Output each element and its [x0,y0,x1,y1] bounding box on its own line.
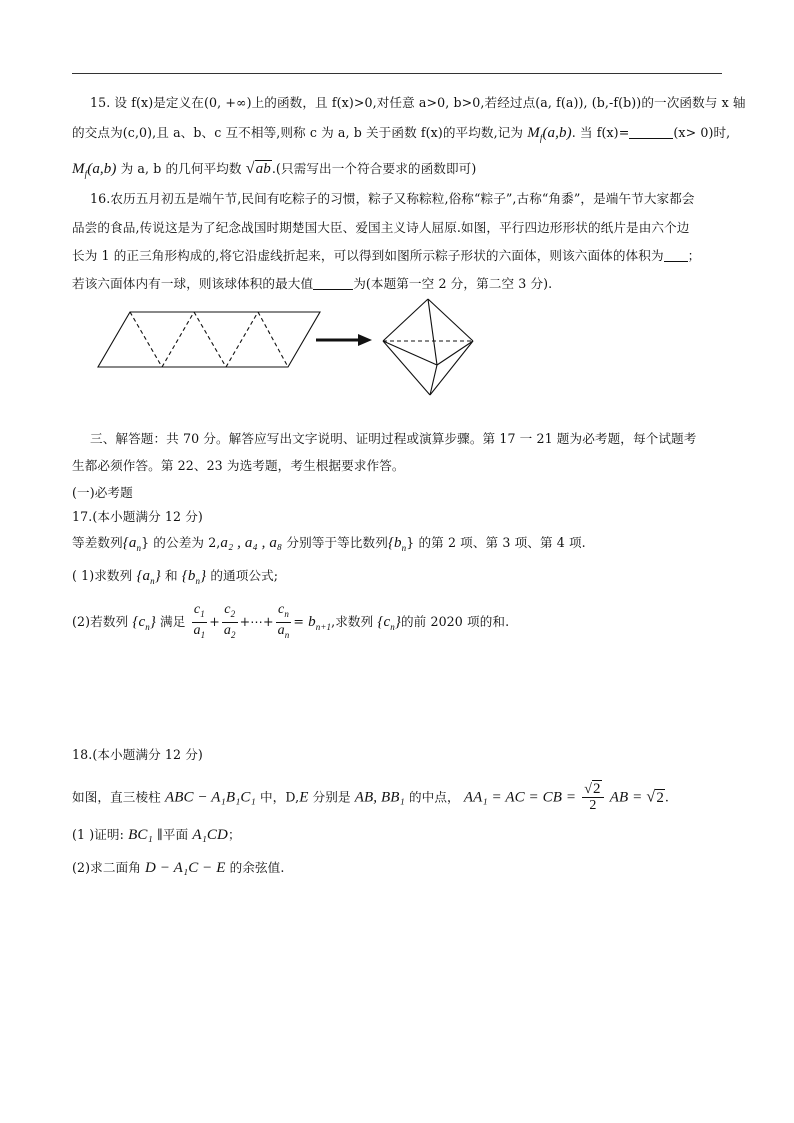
q18-sqrt2: 2 [656,789,664,806]
q18-prism: ABC − A₁B₁C₁ [164,789,256,806]
q17-part1 [72,567,722,590]
q15-line1: 15. 设 f(x)是定义在(0, +∞)上的函数，且 f(x)>0,对任意 a>0, b>0,若经过点(a, f(a)), (b,-f(b))的一次函数与 x 轴 [90,95,746,110]
q18-stem-text: 如图，直三棱柱 [72,789,161,805]
q15-geometric-text: 为 a, b 的几何平均数 [120,161,242,176]
q18-part1-label: (1 )证明: [72,827,124,842]
q18-equality: AA₁ = AC = CB = [463,789,577,806]
q15-condition: (x> 0)时, [673,125,731,140]
q17-title: 17.(本小题满分 12 分) [72,509,203,524]
q17-part2-seq-c-2: $\{c_n\}$ [377,613,401,632]
section3-line1: 三、解答题：共 70 分。解答应写出文字说明、证明过程或演算步骤。第 17 一 21 题为必考题，每个试题考 [90,431,697,446]
q17-part1-seq-a: $\{a_n\}$ [136,568,161,586]
q18-point-e: E [299,789,309,806]
q17-stem-text: 等差数列 [72,535,123,550]
q17-part2-ask: ,求数列 [331,613,374,629]
q18-midpoint: 的中点， [408,789,460,805]
q17-part1-and: 和 [164,568,178,583]
q16-line1: 16.农历五月初五是端午节,民间有吃粽子的习惯，粽子又称粽粒,俗称“粽子”,古称“角黍”，是端午节大家都会 [90,191,695,206]
q17-part1-label: ( 1)求数列 [72,568,133,583]
q18-plane-a1cd: A₁CD [192,827,228,843]
q17-part2: (2)若数列 $\{c_n\}$ 满足 $\frac{c_1}{a_1}$ + $\frac{c_2}{a_2}$ +⋯+ $\frac{c_n}{a_n}$ = $b_{n+1}$,求数列 $\{c_n\}$的前 2020 项的和. [72,602,722,643]
q17-stem [72,534,722,557]
q17-b-next: $b_{n+1}$ [308,613,332,632]
q15-mean-symbol-2: $M_f(a,b)$ [72,161,117,179]
q17-seq-a: {$a_n$ [122,535,142,553]
parallelogram-figure [98,312,320,367]
section3-subhead: (一)必考题 [72,485,133,500]
q18-segments: AB, BB₁ [354,789,405,806]
q18-part2 [72,859,722,877]
q17-terms-text: } 的第 2 项、第 3 项、第 4 项. [406,535,586,550]
q18-dihedral-angle: D − A₁C − E [145,860,226,876]
q16-line3-text: 长为 1 的正三角形构成的,将它沿虚线折起来，可以得到如图所示粽子形状的六面体，则该六面体的体积为 [72,248,664,263]
q17-fraction-n: $\frac{c_n}{a_n}$ [277,602,290,640]
q18-part2-label: (2)求二面角 [72,860,141,875]
q17-part2-task: 的前 2020 项的和. [400,613,510,629]
q17-a-terms: a₂ , a₄ , a₈ [220,535,283,551]
q18-part2-task: 的余弦值. [229,860,285,875]
q16-semicolon: ； [687,248,701,263]
sqrt-icon: √ [245,160,255,177]
q15-when-fx: . 当 f(x)= [571,125,630,140]
q16-score-note: 为(本题第一空 2 分，第二空 3 分). [353,276,553,291]
q15-note: .(只需写出一个符合要求的函数即可) [271,161,477,176]
q15-line2-text: 的交点为(c,0),且 a、b、c 互不相等,则称 c 为 a, b 关于函数 f(x)的平均数,记为 [72,125,524,140]
q15-mean-symbol: $M_f(a,b)$ [527,125,572,143]
arrow-right-icon [316,334,372,346]
q18-stem: 如图，直三棱柱 ABC − A₁B₁C₁ 中，D,E 分别是 AB, BB₁ 的中点， AA₁ = AC = CB = $\frac{√2}{2}$ AB = √2. [72,781,670,813]
q16-line2: 品尝的食品,传说这是为了纪念战国时期楚国大臣、爱国主义诗人屈原.如图，平行四边形形状的纸片是由六个边 [72,220,690,235]
q18-equality-2: AB = [609,789,643,806]
q17-part1-seq-b: $\{b_n\}$ [181,568,207,586]
section3-line2: 生都必须作答。第 22、23 为选考题，考生根据要求作答。 [72,458,405,473]
q17-common-diff: } 的公差为 2, [141,535,221,550]
q18-respectively: 分别是 [312,789,351,805]
q17-part2-satisfies: 满足 [160,613,186,629]
q15-sqrt-arg: ab [255,161,271,177]
q18-bc1: BC₁ [128,827,153,843]
hexahedron-figure [383,299,473,395]
q17-part2-seq-c: $\{c_n\}$ [132,613,156,632]
q17-fraction-1: $\frac{c_1}{a_1}$ [193,602,206,640]
q18-fraction-sqrt2-over-2: $\frac{√2}{2}$ [582,782,603,814]
q17-part2-label: (2)若数列 [72,613,129,629]
q16-line4-text: 若该六面体内有一球，则该球体积的最大值 [72,276,314,291]
q18-parallel-plane: ∥平面 [156,827,189,842]
q18-part1-end: ； [227,827,241,842]
sqrt-icon: √ [646,788,656,806]
q18-points-de: 中，D, [259,789,300,805]
q17-seq-b: {$b_n$ [387,535,407,553]
q18-part1 [72,826,722,844]
q17-fraction-2: $\frac{c_2}{a_2}$ [223,602,236,640]
q17-part1-task: 的通项公式; [210,568,279,583]
q18-title: 18.(本小题满分 12 分) [72,747,203,762]
q17-geo-text: 分别等于等比数列 [286,535,388,550]
